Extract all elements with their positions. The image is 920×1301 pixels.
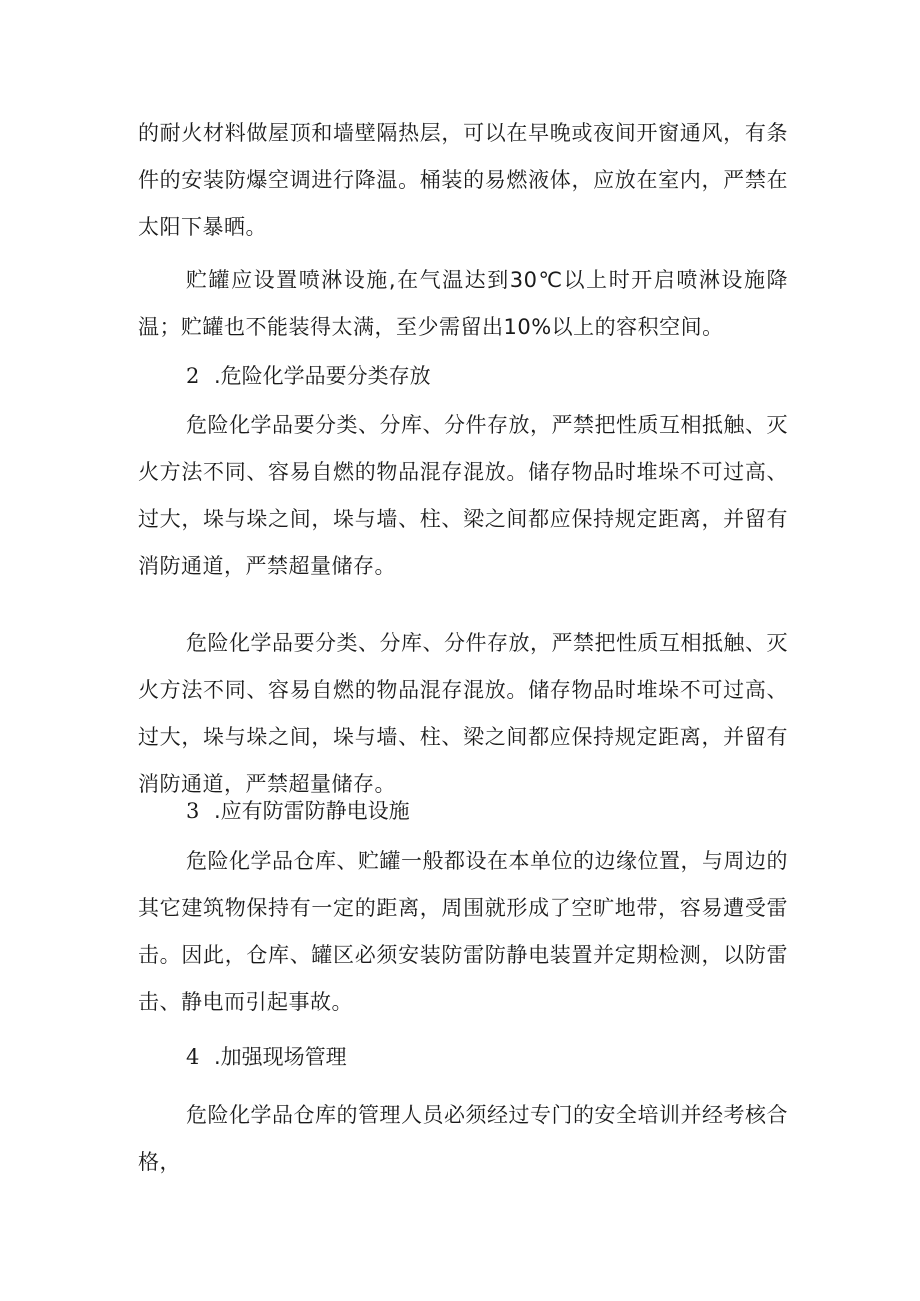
heading-number: 2	[186, 364, 200, 388]
heading-number: 3	[186, 799, 200, 823]
paragraph-classified-storage-1: 危险化学品要分类、分库、分件存放，严禁把性质互相抵触、灭火方法不同、容易自燃的物品混存混放。储存物品时堆垛不可过高、过大，垛与垛之间，垛与墙、柱、梁之间都应保持规定距离，并留有消防通道，严禁超量储存。	[138, 413, 788, 578]
heading-text: .加强现场管理	[214, 1045, 347, 1069]
heading-number: 4	[186, 1045, 200, 1069]
heading-section-3	[186, 788, 410, 835]
paragraph-lightning-protection: 危险化学品仓库、贮罐一般都设在本单位的边缘位置，与周边的其它建筑物保持有一定的距离，周围就形成了空旷地带，容易遭受雷击。因此，仓库、罐区必须安装防雷防静电装置并定期检测，以防雷击、静电而引起事故。	[138, 849, 788, 1014]
paragraph-site-management: 危险化学品仓库的管理人员必须经过专门的安全培训并经考核合格，	[138, 1103, 788, 1174]
heading-section-2	[186, 353, 431, 400]
heading-text: .应有防雷防静电设施	[214, 799, 410, 823]
heading-text: .危险化学品要分类存放	[214, 364, 431, 388]
paragraph-classified-storage-2: 危险化学品要分类、分库、分件存放，严禁把性质互相抵触、灭火方法不同、容易自燃的物品混存混放。储存物品时堆垛不可过高、过大，垛与垛之间，垛与墙、柱、梁之间都应保持规定距离，并留有消防通道，严禁超量储存。	[138, 631, 788, 796]
paragraph-tank-sprinkler: 贮罐应设置喷淋设施,在气温达到30℃以上时开启喷淋设施降温；贮罐也不能装得太满，至少需留出10%以上的容积空间。	[138, 268, 788, 339]
heading-section-4	[186, 1034, 347, 1081]
paragraph-roof-insulation: 的耐火材料做屋顶和墙壁隔热层，可以在早晚或夜间开窗通风，有条件的安装防爆空调进行降温。桶装的易燃液体，应放在室内，严禁在太阳下暴晒。	[138, 121, 788, 239]
